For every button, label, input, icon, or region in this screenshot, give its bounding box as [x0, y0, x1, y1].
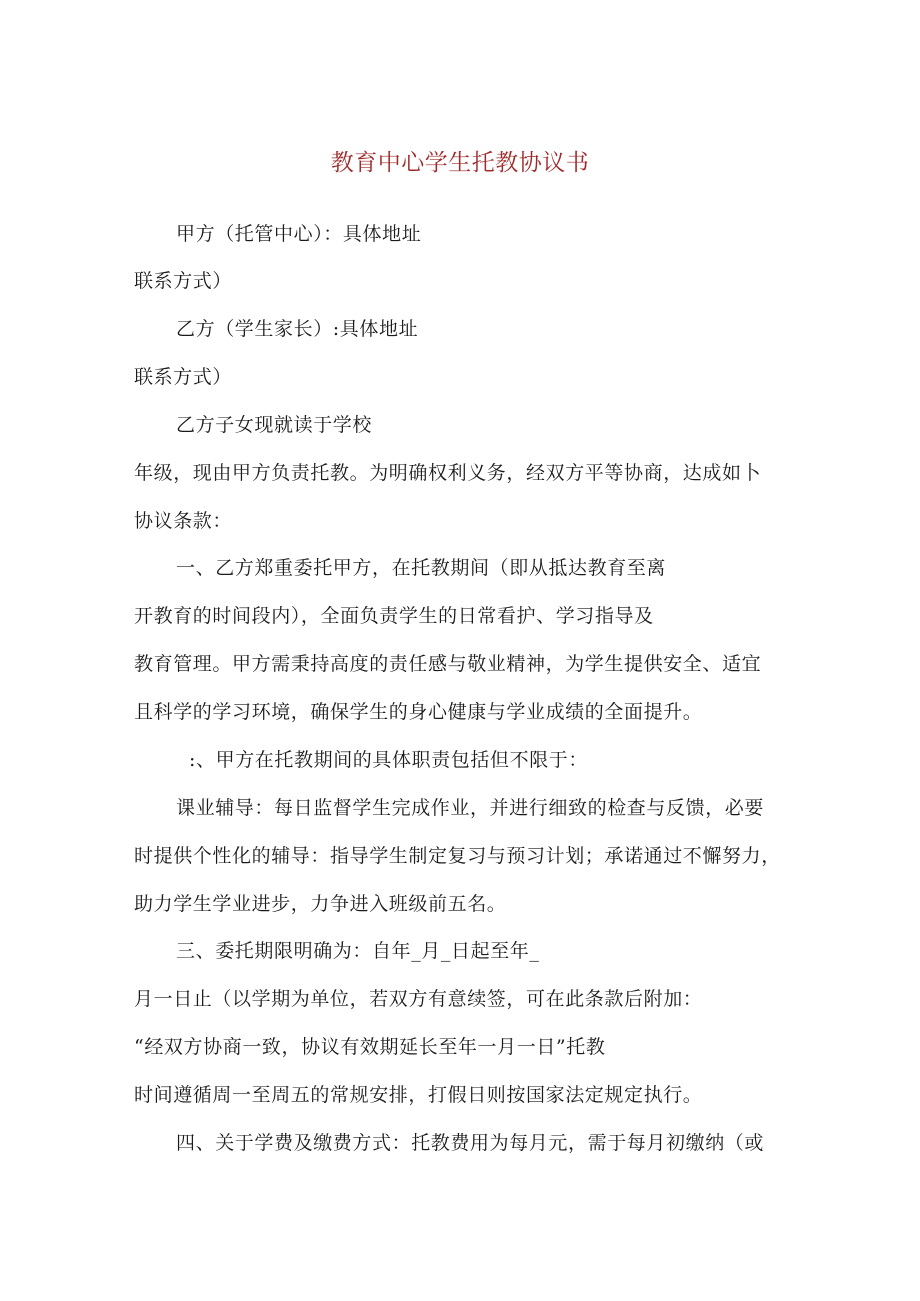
party-b-address: 乙方（学生家长）:具体地址 — [176, 318, 419, 340]
student-school: 乙方子女现就读于学校 — [176, 414, 373, 436]
clause-1-line-4: 且科学的学习环境，确保学生的身心健康与学业成绩的全面提升。 — [134, 701, 703, 723]
clause-2-line-3: 助力学生学业进步，力争进入班级前五名。 — [134, 893, 507, 915]
clause-3-line-3: “经双方协商一致，协议有效期延长至年一月一日”托教 — [134, 1036, 606, 1058]
clause-4-line-1: 四、关于学费及缴费方式：托教费用为每月元，需于每月初缴纳（或 — [176, 1132, 765, 1154]
party-a-contact: 联系方式） — [134, 270, 233, 292]
clause-3-line-4: 时间遵循周一至周五的常规安排，打假日则按国家法定规定执行。 — [134, 1084, 703, 1106]
document-title: 教育中心学生托教协议书 — [330, 150, 590, 176]
clause-1-line-3: 教育管理。甲方需秉持高度的责任感与敬业精神，为学生提供安全、适宜 — [134, 653, 762, 675]
preamble-line-1: 年级，现由甲方负责托教。为明确权利义务，经双方平等协商，达成如卜 — [134, 462, 762, 484]
preamble-line-2: 协议条款： — [134, 510, 233, 532]
clause-1-line-2: 开教育的时间段内），全面负责学生的日常看护、学习指导及 — [134, 605, 654, 627]
clause-3-line-1: 三、委托期限明确为：自年_月_日起至年_ — [176, 940, 540, 962]
party-b-contact: 联系方式） — [134, 366, 233, 388]
clause-2-line-1: 课业辅导：每日监督学生完成作业，并进行细致的检查与反馈，必要 — [176, 797, 765, 819]
clause-2-heading: :、甲方在托教期间的具体职责包括但不限于： — [189, 749, 589, 771]
clause-2-line-2: 时提供个性化的辅导：指导学生制定复习与预习计划；承诺通过不懈努力， — [134, 845, 781, 867]
party-a-address: 甲方（托管中心）：具体地址 — [176, 223, 422, 245]
clause-3-line-2: 月一日止（以学期为单位，若双方有意续签，可在此条款后附加： — [134, 988, 703, 1010]
clause-1-line-1: 一、乙方郑重委托甲方，在托教期间（即从抵达教育至离 — [176, 557, 667, 579]
